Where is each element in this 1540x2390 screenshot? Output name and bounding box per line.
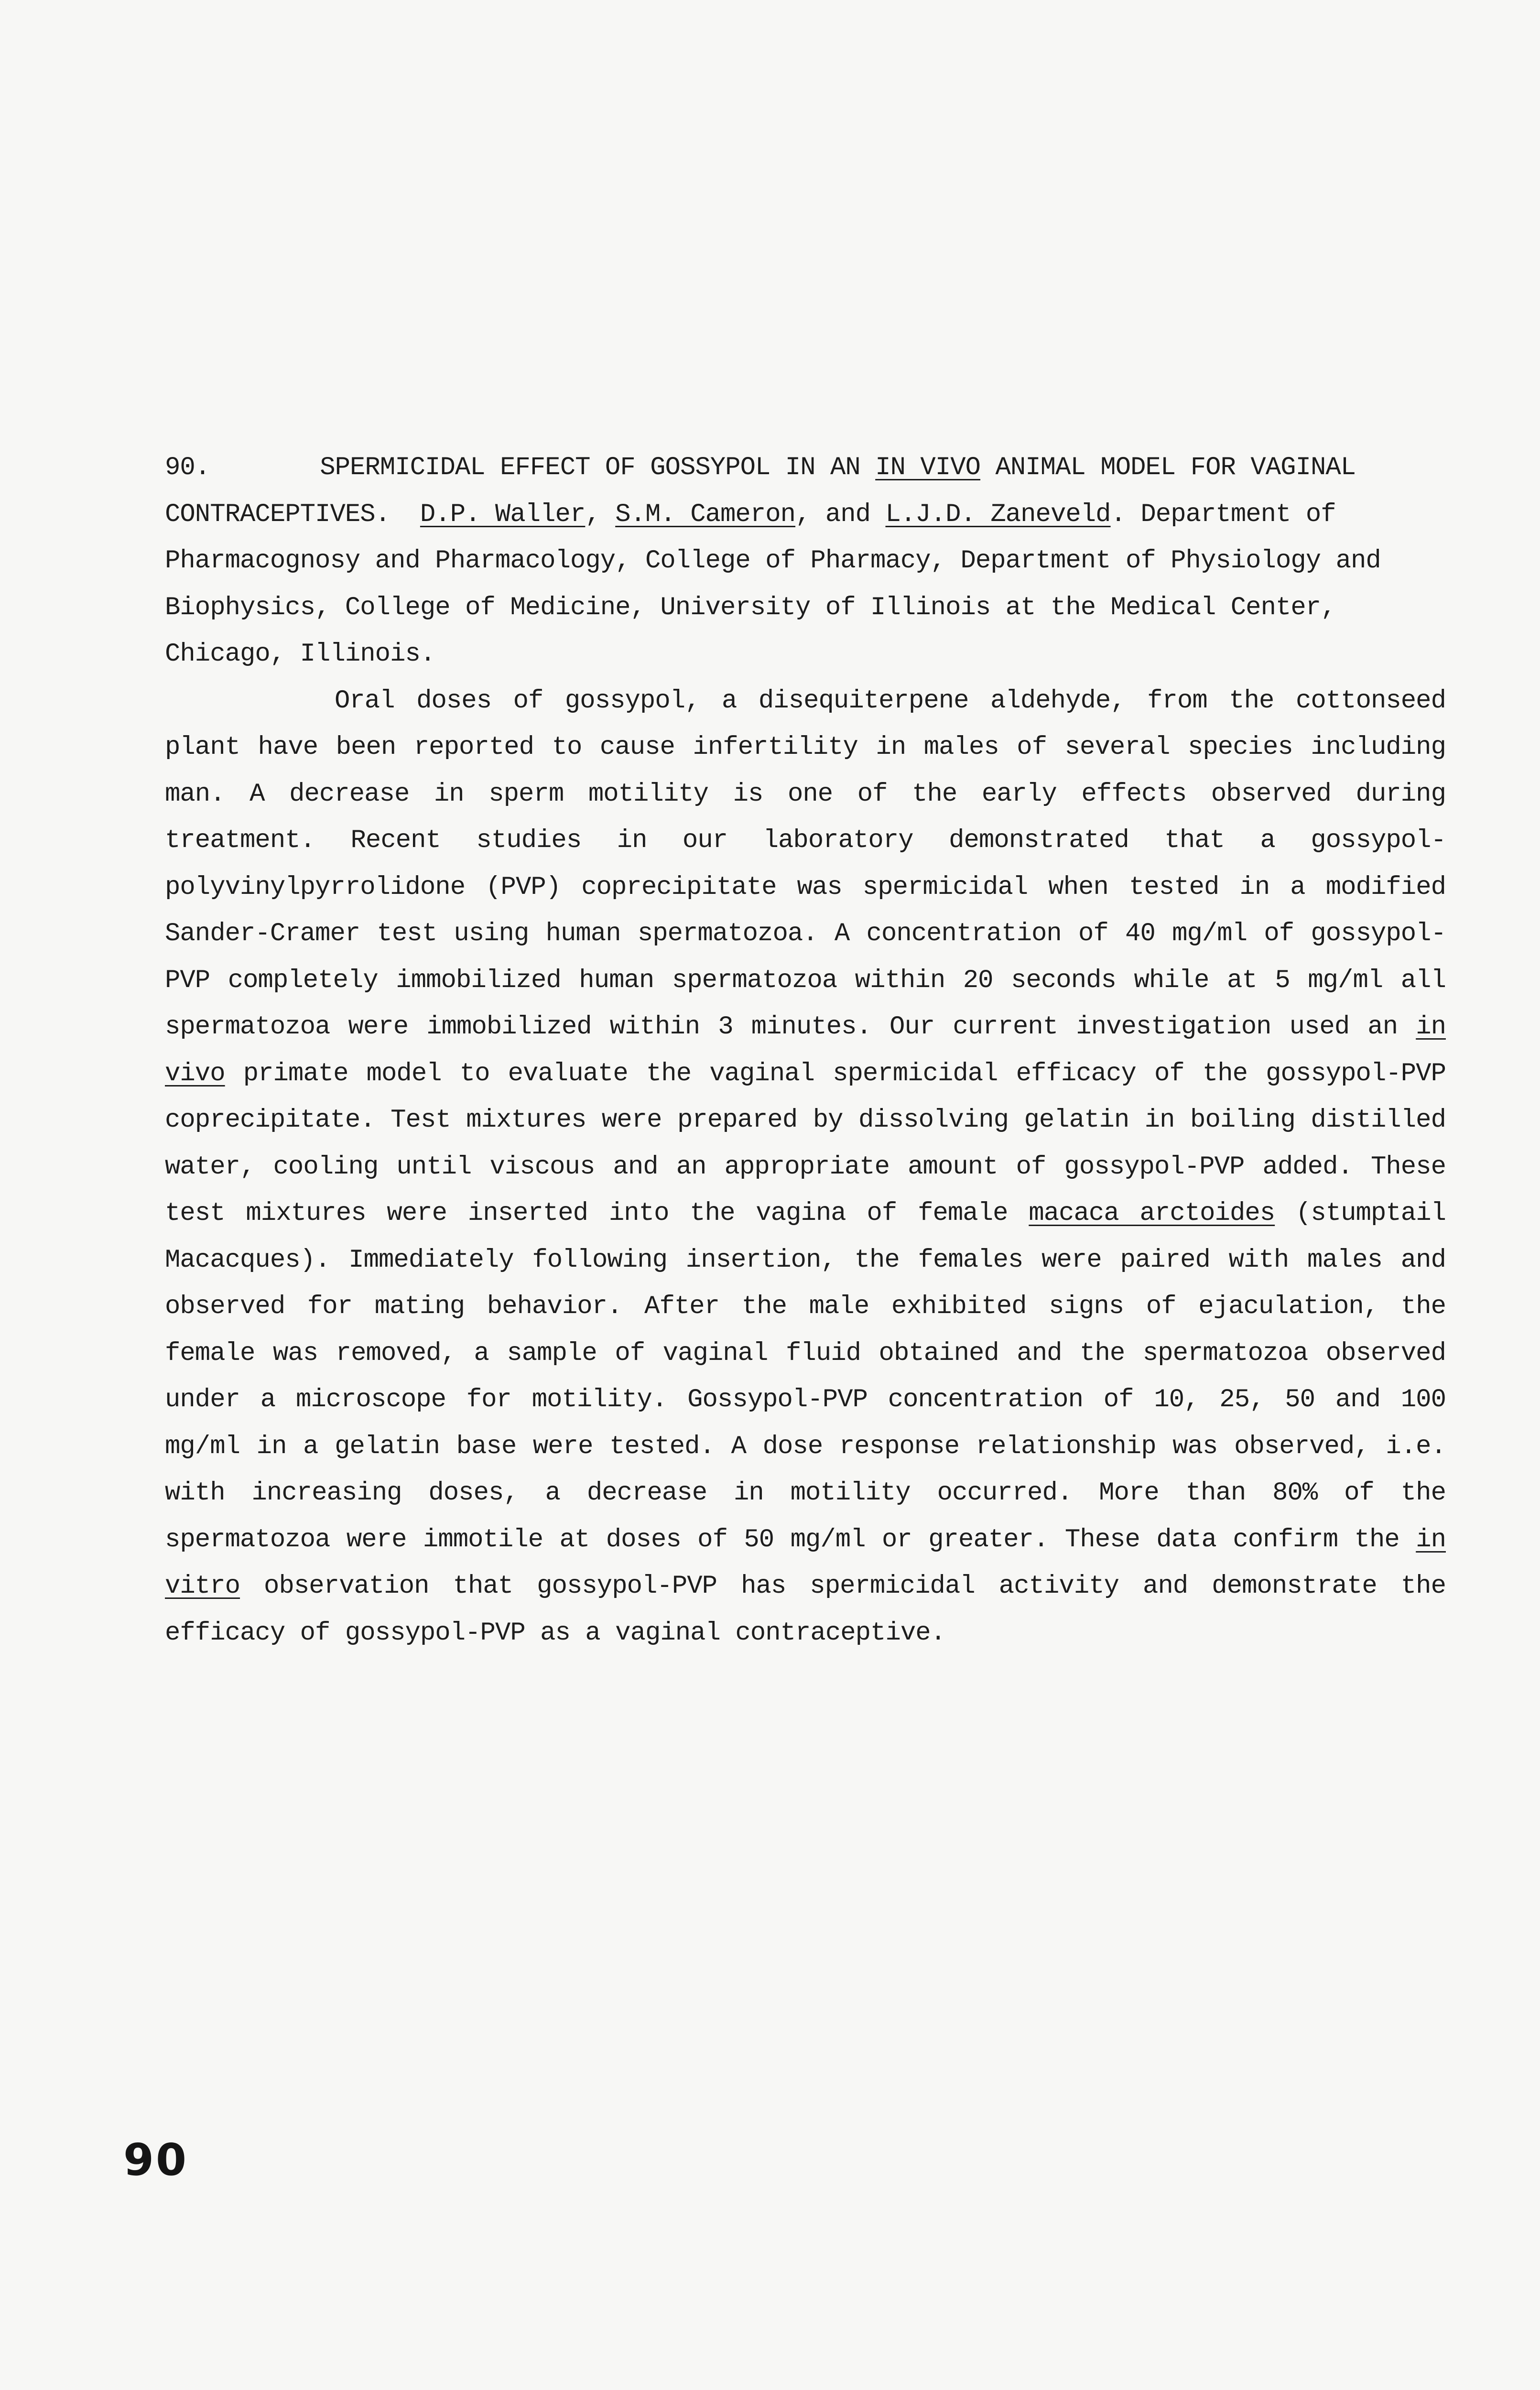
body-part-3: (stumptail Macacques). Immediately following insertion, the females were paired with males and observed for mating behavior. After the male exhibited signs of ejaculation, the female was removed, a sample of vaginal fluid obtained and the spermatozoa observed under a microscope for motility. Gossypol-PVP concentration of 10, 25, 50 and 100 mg/ml in a gelatin base were tested. A dose response relationship was observed, i.e. with increasing doses, a decrease in motility occurred. More than 80% of the spermatozoa were immotile at doses of 50 mg/ml or greater. These data confirm the xyxy=(165,1199,1446,1554)
abstract-body xyxy=(165,678,1446,1657)
abstract-title-part2: ANIMAL MODEL FOR VAGINAL CONTRACEPTIVES. xyxy=(165,453,1356,529)
author-cameron: S.M. Cameron xyxy=(615,500,796,529)
author-waller: D.P. Waller xyxy=(420,500,586,529)
body-species: macaca arctoides xyxy=(1029,1199,1275,1228)
affiliation: . Department of Pharmacognosy and Pharmacology, College of Pharmacy, Department of Physiology and Biophysics, College of Medicine, University of Illinois at the Medical Center, Chicago, Illinois. xyxy=(165,500,1381,669)
body-part-4: observation that gossypol-PVP has spermicidal activity and demonstrate the efficacy of gossypol-PVP as a vaginal contraceptive. xyxy=(165,1572,1446,1648)
abstract-number: 90. xyxy=(165,453,210,482)
abstract-heading xyxy=(165,445,1446,678)
body-in-vitro: in vitro xyxy=(165,1525,1446,1601)
body-in-vivo: in vivo xyxy=(165,1012,1446,1088)
body-part-1: Oral doses of gossypol, a disequiterpene aldehyde, from the cottonseed plant have been reported to cause infertility in males of several species including man. A decrease in sperm motility is one of the early effects observed during treatment. Recent studies in our laboratory demonstrated that a gossypol-polyvinylpyrrolidone (PVP) coprecipitate was spermicidal when tested in a modified Sander-Cramer test using human spermatozoa. A concentration of 40 mg/ml of gossypol-PVP completely immobilized human spermatozoa within 20 seconds while at 5 mg/ml all spermatozoa were immobilized within 3 minutes. Our current investigation used an xyxy=(165,686,1446,1042)
abstract-title-in-vivo: IN VIVO xyxy=(875,453,981,482)
abstract-title-part1: SPERMICIDAL EFFECT OF GOSSYPOL IN AN xyxy=(320,453,876,482)
abstract-block xyxy=(165,445,1446,1656)
author-separator-1: , xyxy=(585,500,616,529)
author-separator-2: , and xyxy=(795,500,886,529)
page-number: 90 xyxy=(123,2134,189,2185)
author-zaneveld: L.J.D. Zaneveld xyxy=(885,500,1111,529)
body-part-2: primate model to evaluate the vaginal spermicidal efficacy of the gossypol-PVP coprecipitate. Test mixtures were prepared by dissolving gelatin in boiling distilled water, cooling until viscous and an appropriate amount of gossypol-PVP added. These test mixtures were inserted into the vagina of female xyxy=(165,1059,1446,1228)
